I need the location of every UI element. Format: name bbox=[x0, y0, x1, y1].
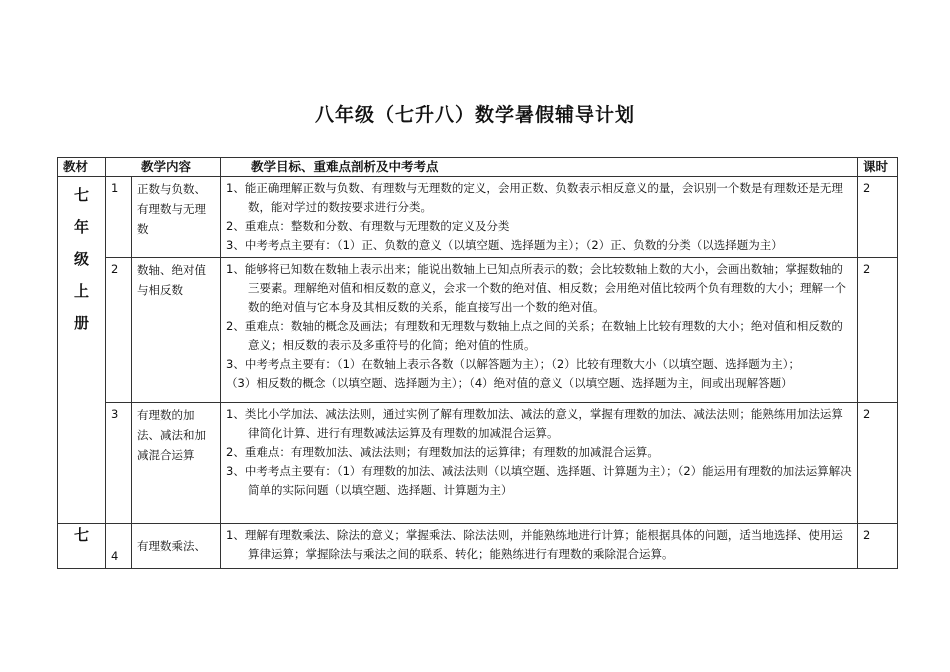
table-header-row bbox=[58, 158, 898, 177]
grade-label-seventh-grade-volume-one: 七 年 级 上 册 bbox=[58, 177, 106, 524]
row-hours: 2 bbox=[858, 403, 898, 524]
row-topic: 数轴、绝对值与相反数 bbox=[132, 258, 221, 403]
table-row bbox=[58, 524, 898, 569]
grade-label-seventh-grade: 七 bbox=[58, 524, 106, 569]
row-hours: 2 bbox=[858, 258, 898, 403]
header-objectives: 教学目标、重难点剖析及中考考点 bbox=[221, 158, 858, 177]
row-topic: 正数与负数、有理数与无理数 bbox=[132, 177, 221, 258]
plan-table bbox=[57, 157, 898, 569]
row-topic: 有理数乘法、 bbox=[132, 524, 221, 569]
header-hours: 课时 bbox=[858, 158, 898, 177]
table-row bbox=[58, 258, 898, 403]
header-content: 教学内容 bbox=[106, 158, 221, 177]
row-number: 3 bbox=[106, 403, 132, 524]
row-objectives: 1、类比小学加法、减法法则，通过实例了解有理数加法、减法的意义，掌握有理数的加法、减法法则；能熟练用加法运算律简化计算、进行有理数减法运算及有理数的加减混合运算。 2、重难点：有理数加法、减法法则；有理数加法的运算律；有理数的加减混合运算。 3、中考考点主要有：（1）有理数的加法、减法法则（以填空题、选择题、计算题为主）；（2）能运用有理数的加法运算解决简单的实际问题（以填空题、选择题、计算题为主） bbox=[221, 403, 858, 524]
row-number: 2 bbox=[106, 258, 132, 403]
row-objectives: 1、能够将已知数在数轴上表示出来；能说出数轴上已知点所表示的数；会比较数轴上数的大小，会画出数轴；掌握数轴的三要素。理解绝对值和相反数的意义，会求一个数的绝对值、相反数；会用绝对值比较两个负有理数的大小；理解一个数的绝对值与它本身及其相反数的关系，能直接写出一个数的绝对值。 2、重难点：数轴的概念及画法；有理数和无理数与数轴上点之间的关系；在数轴上比较有理数的大小；绝对值和相反数的意义；相反数的表示及多重符号的化简；绝对值的性质。 3、中考考点主要有：（1）在数轴上表示各数（以解答题为主）；（2）比较有理数大小（以填空题、选择题为主）； （3）相反数的概念（以填空题、选择题为主）；（4）绝对值的意义（以填空题、选择题为主，间或出现解答题） bbox=[221, 258, 858, 403]
row-hours: 2 bbox=[858, 524, 898, 569]
row-number: 4 bbox=[106, 524, 132, 569]
header-textbook: 教材 bbox=[58, 158, 106, 177]
page-title: 八年级（七升八）数学暑假辅导计划 bbox=[314, 104, 635, 126]
table-row bbox=[58, 403, 898, 524]
row-objectives: 1、理解有理数乘法、除法的意义；掌握乘法、除法法则，并能熟练地进行计算；能根据具体的问题，适当地选择、使用运算律运算；掌握除法与乘法之间的联系、转化；能熟练进行有理数的乘除混合运算。 bbox=[221, 524, 858, 569]
row-hours: 2 bbox=[858, 177, 898, 258]
row-topic: 有理数的加法、减法和加减混合运算 bbox=[132, 403, 221, 524]
table-row bbox=[58, 177, 898, 258]
row-objectives: 1、能正确理解正数与负数、有理数与无理数的定义，会用正数、负数表示相反意义的量，会识别一个数是有理数还是无理数，能对学过的数按要求进行分类。 2、重难点：整数和分数、有理数与无理数的定义及分类 3、中考考点主要有：（1）正、负数的意义（以填空题、选择题为主）；（2）正、负数的分类（以选择题为主） bbox=[221, 177, 858, 258]
row-number: 1 bbox=[106, 177, 132, 258]
